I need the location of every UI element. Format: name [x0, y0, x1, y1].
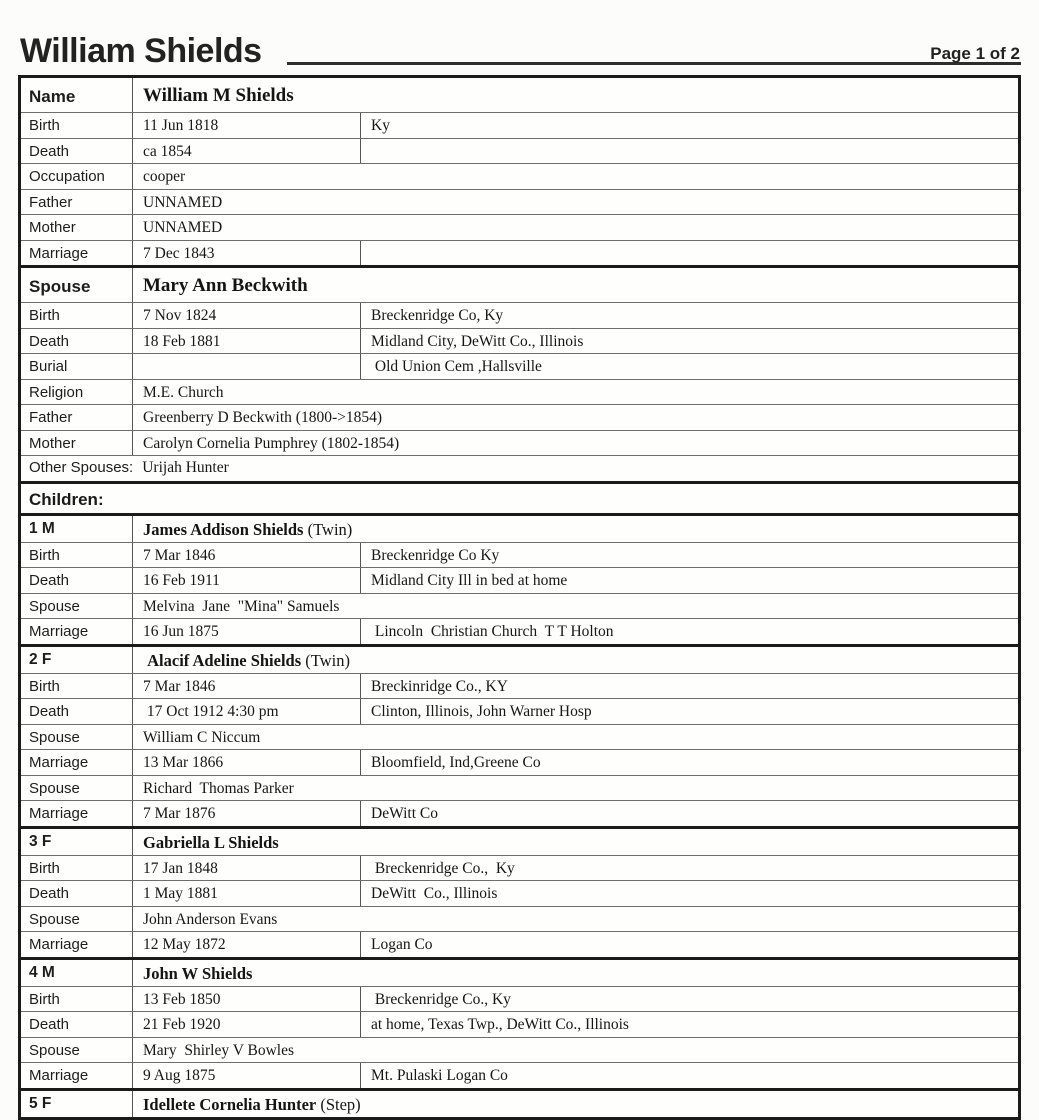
person-name: William M Shields	[143, 85, 294, 106]
table-row	[21, 673, 1018, 699]
place-cell: Breckenridge Co., Ky	[371, 859, 515, 877]
table-row	[21, 906, 1018, 932]
table-row	[21, 138, 1018, 164]
table-row	[21, 1037, 1018, 1063]
row-label: Death	[21, 1012, 133, 1037]
place-cell: Mt. Pulaski Logan Co	[371, 1067, 508, 1084]
place-cell: DeWitt Co	[371, 805, 438, 822]
table-row	[21, 379, 1018, 405]
person-name-cell	[133, 78, 1018, 112]
children-heading-row	[21, 481, 1018, 513]
value-cell: Greenberry D Beckwith (1800->1854)	[143, 409, 383, 426]
place-cell: Clinton, Illinois, John Warner Hosp	[371, 703, 592, 720]
row-label: Spouse	[21, 594, 133, 619]
person-name-cell	[133, 829, 1018, 855]
value-cell: William C Niccum	[143, 728, 261, 746]
family-group-sheet	[18, 75, 1021, 1120]
children-heading-label: Children:	[29, 489, 104, 509]
person-header-label: 3 F	[21, 829, 133, 855]
place-cell: Lincoln Christian Church T T Holton	[371, 623, 614, 640]
value-cell: UNNAMED	[143, 219, 223, 236]
person-name: Alacif Adeline Shields	[143, 650, 302, 670]
person-header-label: 1 M	[21, 516, 133, 542]
table-row	[21, 724, 1018, 750]
value-cell: Richard Thomas Parker	[143, 779, 294, 797]
row-label: Mother	[21, 215, 133, 240]
person-name-suffix: (Twin)	[303, 519, 353, 539]
person-header-label: 4 M	[21, 960, 133, 986]
date-cell: ca 1854	[133, 139, 361, 164]
table-row	[21, 880, 1018, 906]
person-name: John W Shields	[143, 963, 253, 983]
value-cell: Melvina Jane "Mina" Samuels	[143, 597, 340, 615]
other-spouses-value: Urijah Hunter	[142, 459, 229, 476]
date-cell: 13 Mar 1866	[133, 750, 361, 775]
date-cell: 16 Feb 1911	[133, 568, 361, 593]
row-label: Marriage	[21, 750, 133, 775]
table-row	[21, 618, 1018, 644]
row-label: Birth	[21, 856, 133, 881]
table-row	[21, 189, 1018, 215]
row-label: Mother	[21, 431, 133, 456]
value-cell: John Anderson Evans	[143, 910, 278, 928]
table-row	[21, 302, 1018, 328]
place-cell: Breckenridge Co, Ky	[371, 307, 504, 324]
page-number: Page 1 of 2	[930, 44, 1020, 63]
table-row	[21, 855, 1018, 881]
row-label: Spouse	[21, 725, 133, 750]
row-label: Birth	[21, 543, 133, 568]
value-cell: M.E. Church	[143, 383, 224, 401]
person-name: James Addison Shields	[143, 519, 304, 539]
person-header-row	[21, 826, 1018, 855]
row-label: Occupation	[21, 164, 133, 189]
date-cell: 17 Oct 1912 4:30 pm	[133, 699, 361, 724]
value-cell: Mary Shirley V Bowles	[143, 1041, 294, 1059]
table-row	[21, 404, 1018, 430]
person-name: Mary Ann Beckwith	[143, 275, 308, 296]
other-spouses-cell	[21, 456, 1018, 481]
person-header-label: Spouse	[21, 268, 133, 302]
title-rule	[287, 62, 1021, 65]
table-row	[21, 593, 1018, 619]
value-cell: UNNAMED	[143, 193, 223, 211]
person-header-row	[21, 78, 1018, 112]
date-cell: 16 Jun 1875	[133, 619, 361, 644]
row-label: Father	[21, 405, 133, 430]
person-name-suffix: (Step)	[316, 1094, 361, 1114]
row-label: Birth	[21, 674, 133, 699]
row-label: Burial	[21, 354, 133, 379]
date-cell: 9 Aug 1875	[133, 1063, 361, 1088]
person-name-suffix: (Twin)	[301, 650, 350, 670]
row-label: Death	[21, 329, 133, 354]
place-cell: Midland City Ill in bed at home	[371, 572, 568, 589]
place-cell: Midland City, DeWitt Co., Illinois	[371, 332, 584, 350]
date-cell: 1 May 1881	[133, 881, 361, 906]
table-row	[21, 1062, 1018, 1088]
person-header-label: 2 F	[21, 647, 133, 673]
row-label: Marriage	[21, 1063, 133, 1088]
row-label: Marriage	[21, 241, 133, 266]
table-row	[21, 112, 1018, 138]
value-cell: cooper	[143, 168, 186, 185]
table-row	[21, 353, 1018, 379]
table-row	[21, 542, 1018, 568]
date-cell: 11 Jun 1818	[133, 113, 361, 138]
place-cell: Breckenridge Co Ky	[371, 546, 500, 564]
place-cell: Old Union Cem ,Hallsville	[371, 358, 542, 375]
table-row	[21, 430, 1018, 456]
row-label: Spouse	[21, 776, 133, 801]
date-cell: 18 Feb 1881	[133, 329, 361, 354]
person-name: Gabriella L Shields	[143, 832, 279, 852]
person-header-label: Name	[21, 78, 133, 112]
table-row	[21, 800, 1018, 826]
person-name-cell	[133, 1091, 1018, 1117]
person-name: Idellete Cornelia Hunter	[143, 1094, 317, 1114]
place-cell	[361, 241, 1018, 266]
table-row	[21, 214, 1018, 240]
person-header-row	[21, 644, 1018, 673]
place-cell: Logan Co	[371, 936, 433, 953]
row-label: Marriage	[21, 801, 133, 826]
row-label: Death	[21, 881, 133, 906]
person-name-cell	[133, 647, 1018, 673]
table-row	[21, 931, 1018, 957]
row-label: Birth	[21, 303, 133, 328]
date-cell: 13 Feb 1850	[133, 987, 361, 1012]
row-label: Birth	[21, 987, 133, 1012]
table-row	[21, 698, 1018, 724]
person-header-row	[21, 1088, 1018, 1117]
place-cell: Bloomfield, Ind,Greene Co	[371, 754, 541, 771]
table-row	[21, 163, 1018, 189]
table-row	[21, 1011, 1018, 1037]
other-spouses-label: Other Spouses:	[29, 459, 134, 476]
table-row	[21, 775, 1018, 801]
person-header-label: 5 F	[21, 1091, 133, 1117]
value-cell: Carolyn Cornelia Pumphrey (1802-1854)	[143, 434, 400, 452]
date-cell: 12 May 1872	[133, 932, 361, 957]
person-header-row	[21, 513, 1018, 542]
row-label: Spouse	[21, 1038, 133, 1063]
place-cell: DeWitt Co., Illinois	[371, 885, 498, 902]
date-cell: 7 Nov 1824	[133, 303, 361, 328]
date-cell: 7 Mar 1846	[133, 674, 361, 699]
row-label: Marriage	[21, 619, 133, 644]
place-cell: at home, Texas Twp., DeWitt Co., Illinois	[371, 1016, 629, 1033]
table-row	[21, 986, 1018, 1012]
date-cell: 7 Mar 1876	[133, 801, 361, 826]
person-header-row	[21, 265, 1018, 302]
place-cell: Breckinridge Co., KY	[371, 677, 508, 695]
date-cell	[133, 354, 361, 379]
row-label: Spouse	[21, 907, 133, 932]
place-cell: Ky	[371, 117, 390, 134]
date-cell: 7 Mar 1846	[133, 543, 361, 568]
table-row	[21, 455, 1018, 481]
person-header-row	[21, 957, 1018, 986]
row-label: Death	[21, 568, 133, 593]
person-name-cell	[133, 268, 1018, 302]
row-label: Religion	[21, 380, 133, 405]
table-row	[21, 240, 1018, 266]
place-cell	[361, 139, 1018, 164]
person-name-cell	[133, 516, 1018, 542]
row-label: Father	[21, 190, 133, 215]
date-cell: 21 Feb 1920	[133, 1012, 361, 1037]
row-label: Death	[21, 699, 133, 724]
table-row	[21, 328, 1018, 354]
table-row	[21, 749, 1018, 775]
table-row	[21, 567, 1018, 593]
place-cell: Breckenridge Co., Ky	[371, 990, 511, 1008]
row-label: Birth	[21, 113, 133, 138]
document-header	[0, 0, 1039, 75]
row-label: Marriage	[21, 932, 133, 957]
person-name-cell	[133, 960, 1018, 986]
page-title: William Shields	[20, 32, 262, 70]
date-cell: 7 Dec 1843	[133, 241, 361, 266]
date-cell: 17 Jan 1848	[133, 856, 361, 881]
row-label: Death	[21, 139, 133, 164]
